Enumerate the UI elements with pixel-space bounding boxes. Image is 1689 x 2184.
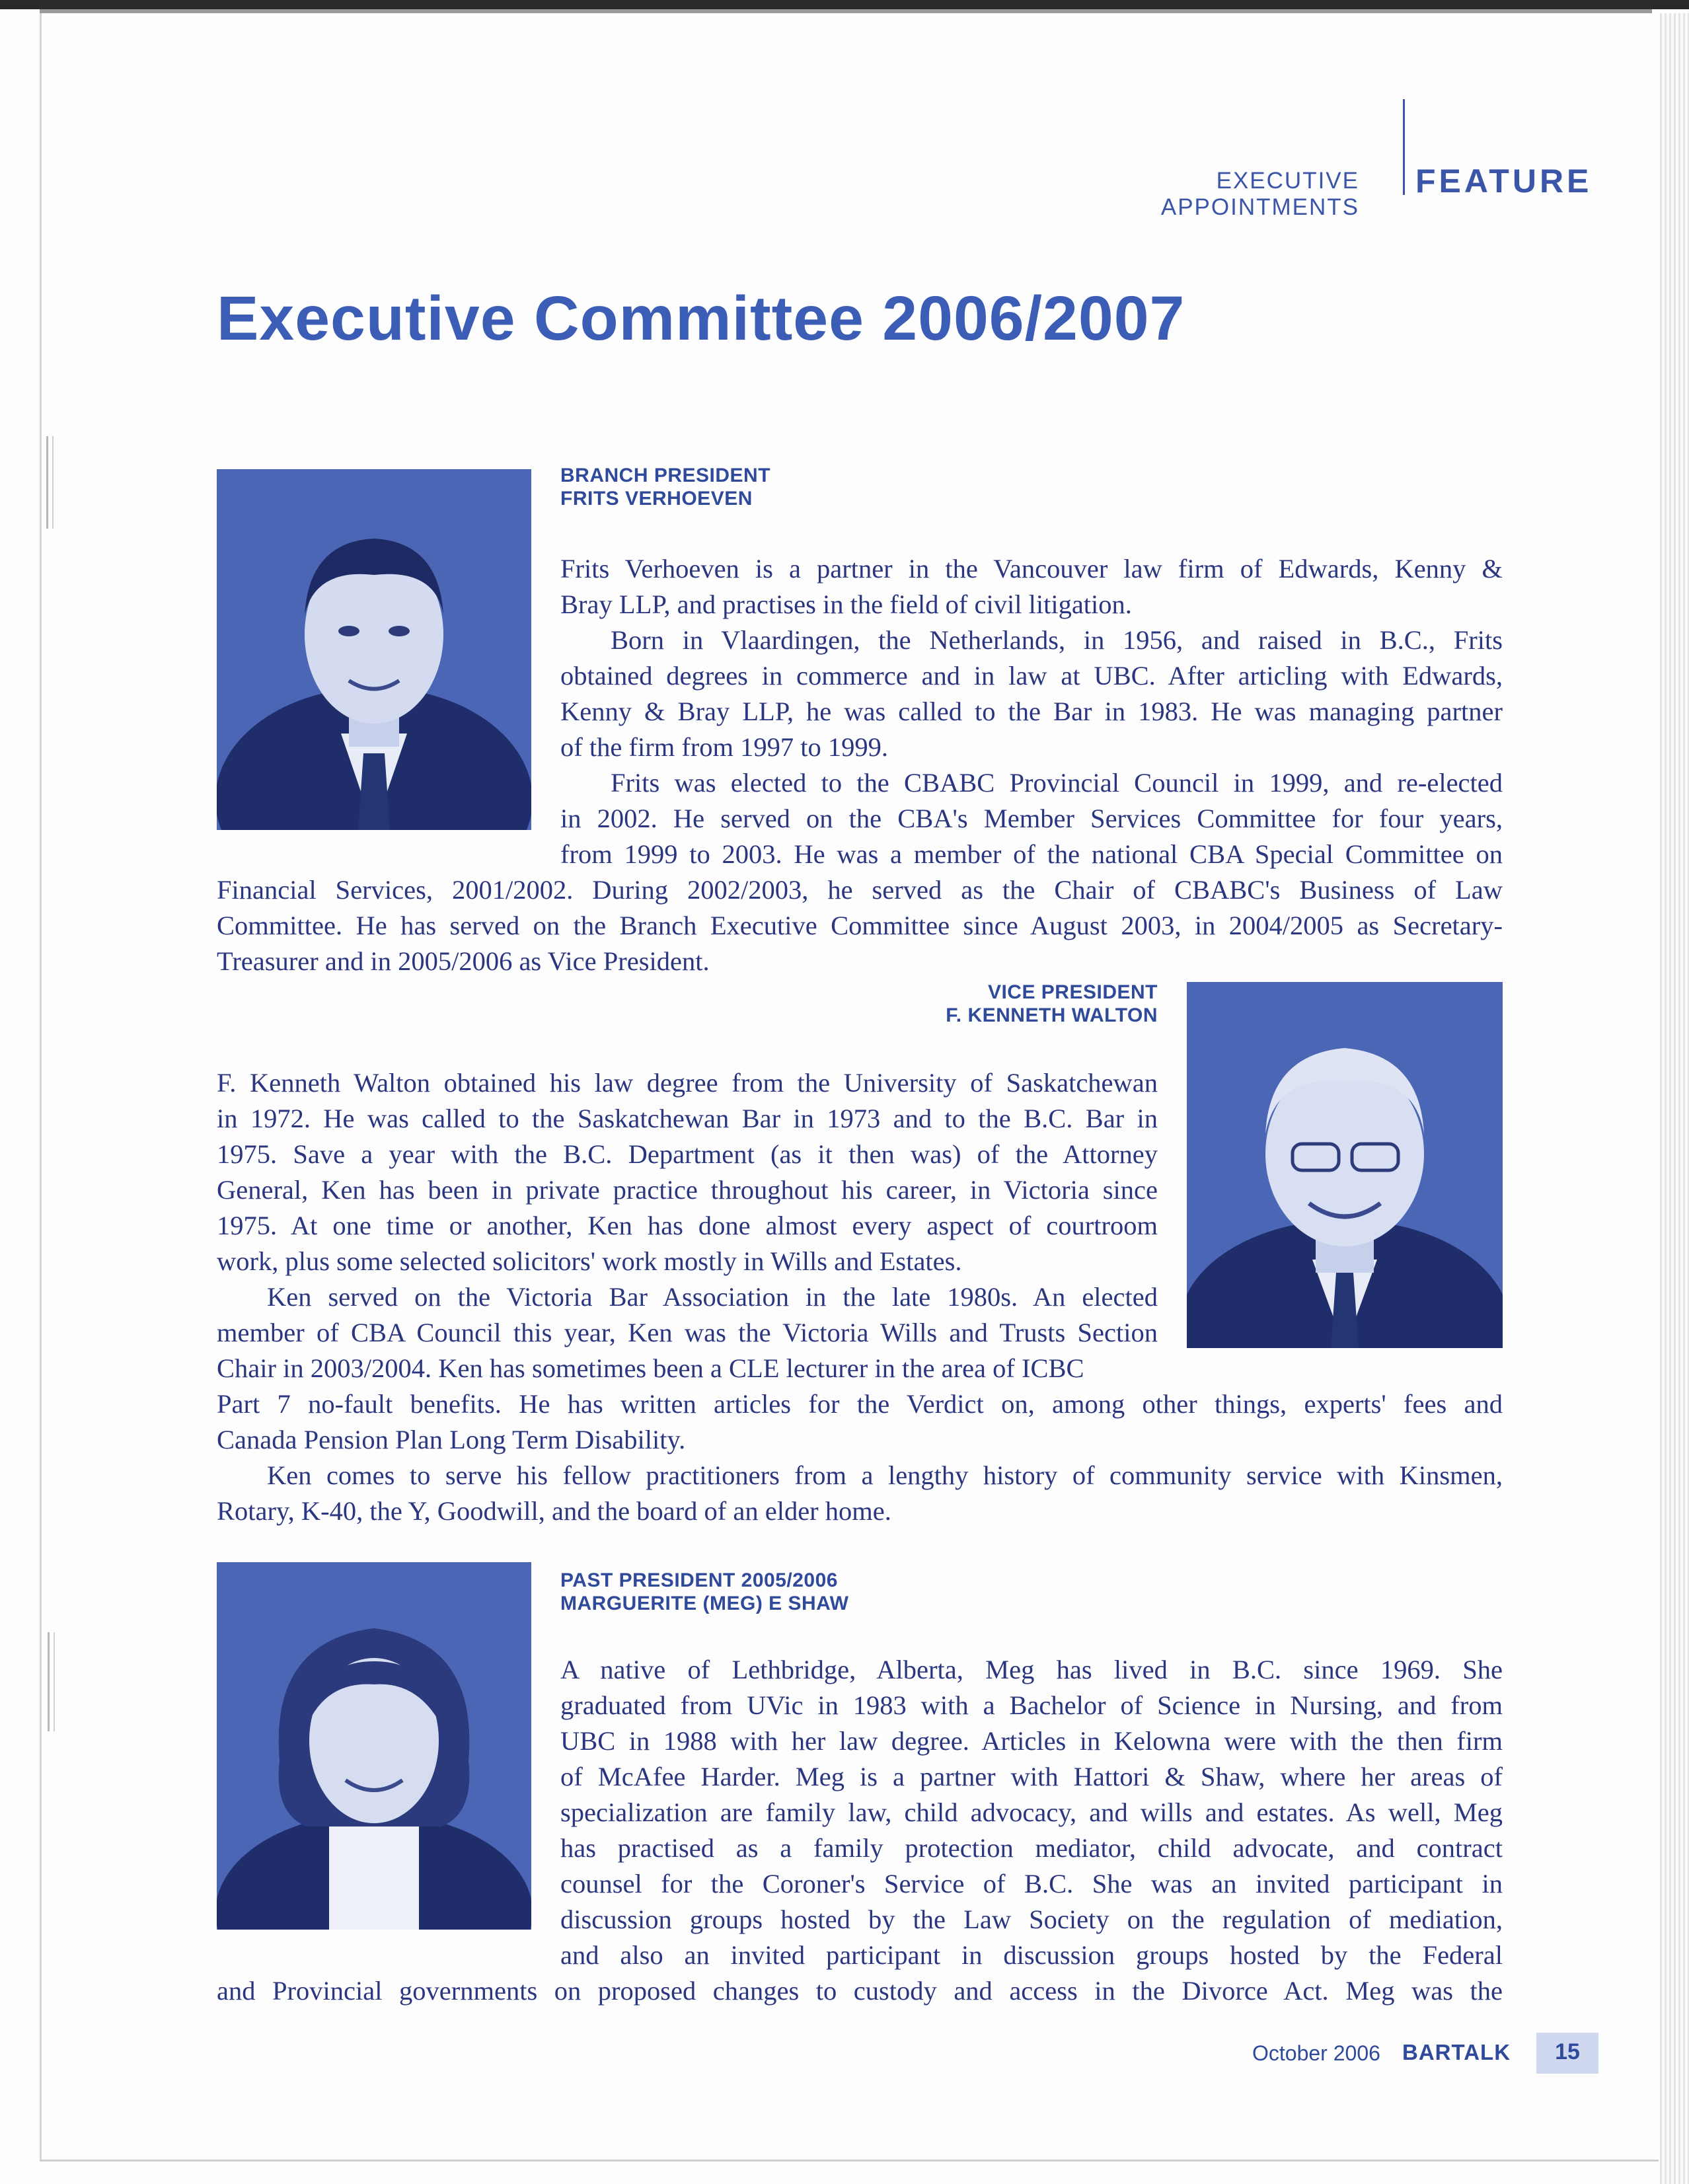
person-name: F. KENNETH WALTON bbox=[946, 1004, 1158, 1026]
role-heading bbox=[560, 1569, 849, 1615]
bio-line: work, plus some selected solicitors' work mostly in Wills and Estates. bbox=[217, 1246, 962, 1276]
role-title: PAST PRESIDENT 2005/2006 bbox=[560, 1569, 838, 1591]
scan-edge-left bbox=[40, 13, 42, 2161]
bio-line: graduated from UVic in 1983 with a Bachelor of Science in Nursing, and from bbox=[560, 1690, 1503, 1720]
bio-line: in 1972. He was called to the Saskatchewan Bar in 1973 and to the B.C. Bar in bbox=[217, 1104, 1158, 1133]
portrait-frits-verhoeven bbox=[217, 469, 531, 830]
scan-edge-shadow bbox=[40, 9, 1652, 13]
portrait-f-kenneth-walton bbox=[1187, 982, 1503, 1348]
scan-edge-top bbox=[0, 0, 1689, 9]
publication-name: BARTALK bbox=[1402, 2040, 1511, 2064]
bio-line: of the firm from 1997 to 1999. bbox=[560, 732, 889, 762]
binding-hole-mark bbox=[46, 436, 54, 529]
page-stack-edge bbox=[1660, 13, 1689, 2184]
bio-line: Canada Pension Plan Long Term Disability. bbox=[217, 1425, 686, 1454]
bio-line: Treasurer and in 2005/2006 as Vice President. bbox=[217, 946, 710, 976]
role-title: BRANCH PRESIDENT bbox=[560, 465, 771, 486]
bio-line: 1975. Save a year with the B.C. Department (as it then was) of the Attorney bbox=[217, 1139, 1158, 1169]
bio-line: from 1999 to 2003. He was a member of the national CBA Special Committee on bbox=[560, 839, 1503, 869]
bio-line: counsel for the Coroner's Service of B.C. She was an invited participant in bbox=[560, 1869, 1503, 1899]
bio-line: and Provincial governments on proposed changes to custody and access in the Divorce Act. Meg was the bbox=[217, 1976, 1503, 2006]
role-heading bbox=[827, 981, 1158, 1027]
bio-line: Ken comes to serve his fellow practitioners from a lengthy history of community service with Kinsmen, bbox=[267, 1460, 1503, 1490]
bio-line: A native of Lethbridge, Alberta, Meg has lived in B.C. since 1969. She bbox=[560, 1655, 1503, 1684]
role-title: VICE PRESIDENT bbox=[987, 981, 1158, 1003]
bio-line: and also an invited participant in discussion groups hosted by the Federal bbox=[560, 1940, 1503, 1970]
bio-line: obtained degrees in commerce and in law at UBC. After articling with Edwards, bbox=[560, 661, 1503, 691]
bio-line: Kenny & Bray LLP, he was called to the Bar in 1983. He was managing partner bbox=[560, 697, 1503, 726]
bio-line: General, Ken has been in private practice throughout his career, in Victoria since bbox=[217, 1175, 1158, 1205]
person-name: MARGUERITE (MEG) E SHAW bbox=[560, 1593, 849, 1614]
page-number: 15 bbox=[1555, 2039, 1580, 2064]
bio-line: Bray LLP, and practises in the field of civil litigation. bbox=[560, 589, 1132, 619]
page-title: Executive Committee 2006/2007 bbox=[217, 283, 1185, 354]
bio-line: Frits Verhoeven is a partner in the Vancouver law firm of Edwards, Kenny & bbox=[560, 554, 1503, 584]
portrait-marguerite-shaw bbox=[217, 1562, 531, 1930]
person-name: FRITS VERHOEVEN bbox=[560, 488, 753, 509]
bio-line: of McAfee Harder. Meg is a partner with Hattori & Shaw, where her areas of bbox=[560, 1762, 1503, 1791]
bio-line: in 2002. He served on the CBA's Member Services Committee for four years, bbox=[560, 804, 1503, 833]
bio-line: has practised as a family protection mediator, child advocate, and contract bbox=[560, 1833, 1503, 1863]
bio-line: 1975. At one time or another, Ken has done almost every aspect of courtroom bbox=[217, 1211, 1158, 1240]
role-heading bbox=[560, 464, 770, 510]
feature-label: FEATURE bbox=[1415, 163, 1593, 200]
bio-line: UBC in 1988 with her law degree. Articles in Kelowna were with the then firm bbox=[560, 1726, 1503, 1756]
bio-line: Part 7 no-fault benefits. He has written articles for the Verdict on, among other things, experts' fees and bbox=[217, 1389, 1503, 1419]
bio-line: Committee. He has served on the Branch Executive Committee since August 2003, in 2004/2005 as Secretary- bbox=[217, 911, 1503, 940]
section-label: EXECUTIVE APPOINTMENTS bbox=[1160, 168, 1359, 220]
bio-line: F. Kenneth Walton obtained his law degree from the University of Saskatchewan bbox=[217, 1068, 1158, 1098]
scan-edge-bottom bbox=[40, 2160, 1659, 2162]
bio-line: member of CBA Council this year, Ken was the Victoria Wills and Trusts Section bbox=[217, 1318, 1158, 1347]
issue-date: October 2006 bbox=[1252, 2041, 1380, 2065]
bio-line: discussion groups hosted by the Law Society on the regulation of mediation, bbox=[560, 1904, 1503, 1934]
bio-line: specialization are family law, child advocacy, and wills and estates. As well, Meg bbox=[560, 1797, 1503, 1827]
bio-line: Rotary, K-40, the Y, Goodwill, and the board of an elder home. bbox=[217, 1496, 891, 1526]
bio-line: Financial Services, 2001/2002. During 2002/2003, he served as the Chair of CBABC's Business of Law bbox=[217, 875, 1503, 905]
header-divider bbox=[1403, 99, 1405, 195]
binding-hole-mark bbox=[48, 1632, 55, 1731]
bio-line: Chair in 2003/2004. Ken has sometimes been a CLE lecturer in the area of ICBC bbox=[217, 1353, 1084, 1383]
bio-line: Frits was elected to the CBABC Provincial Council in 1999, and re-elected bbox=[611, 768, 1503, 798]
bio-line: Born in Vlaardingen, the Netherlands, in 1956, and raised in B.C., Frits bbox=[611, 625, 1503, 655]
bio-line: Ken served on the Victoria Bar Association in the late 1980s. An elected bbox=[267, 1282, 1158, 1312]
